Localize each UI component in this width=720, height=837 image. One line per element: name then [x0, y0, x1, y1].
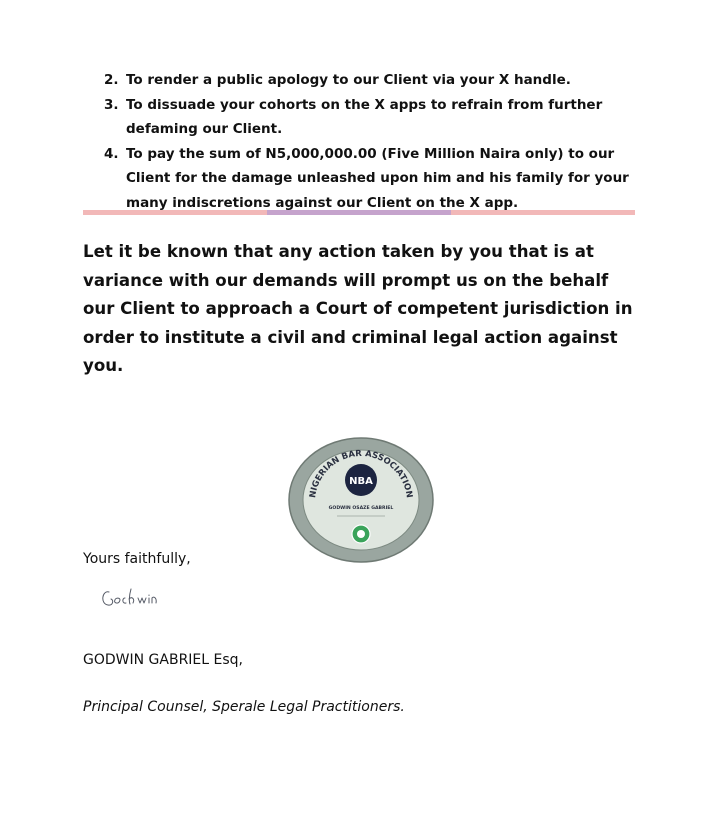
demands-list	[104, 68, 644, 215]
divider-segment	[267, 210, 451, 215]
demand-text: To dissuade your cohorts on the X apps to refrain from further defaming our Client.	[126, 96, 603, 137]
seal-name: GODWIN OSAZE GABRIEL	[328, 506, 394, 511]
demand-text: To render a public apology to our Client via your X handle.	[126, 72, 571, 88]
demand-item	[104, 142, 644, 216]
seal-abbreviation: NBA	[349, 476, 373, 487]
divider-segment	[451, 210, 635, 215]
demand-text: To pay the sum of N5,000,000.00 (Five Million Naira only) to our Client for the damage unleashed upon him and his family for your many indiscretions against our Client on the X app.	[126, 145, 629, 211]
demand-item	[104, 68, 644, 93]
warning-paragraph: Let it be known that any action taken by you that is at variance with our demands will prompt us on the behalf our Client to approach a Court of competent jurisdiction in order to institute a civil and criminal legal action against you.	[83, 242, 633, 375]
handwritten-signature	[98, 586, 158, 612]
demand-number: 3.	[104, 96, 119, 113]
nba-seal-stamp	[287, 436, 435, 564]
divider-segment	[83, 210, 267, 215]
section-divider	[83, 210, 635, 215]
closing-salutation: Yours faithfully,	[83, 551, 191, 567]
signer-title: Principal Counsel, Sperale Legal Practitioners.	[83, 699, 405, 715]
signer-name: GODWIN GABRIEL Esq,	[83, 652, 244, 668]
demand-number: 4.	[104, 145, 119, 162]
seal-association: NIGERIAN BAR ASSOCIATION	[308, 448, 414, 499]
demand-number: 2.	[104, 72, 119, 88]
demand-item	[104, 93, 644, 142]
